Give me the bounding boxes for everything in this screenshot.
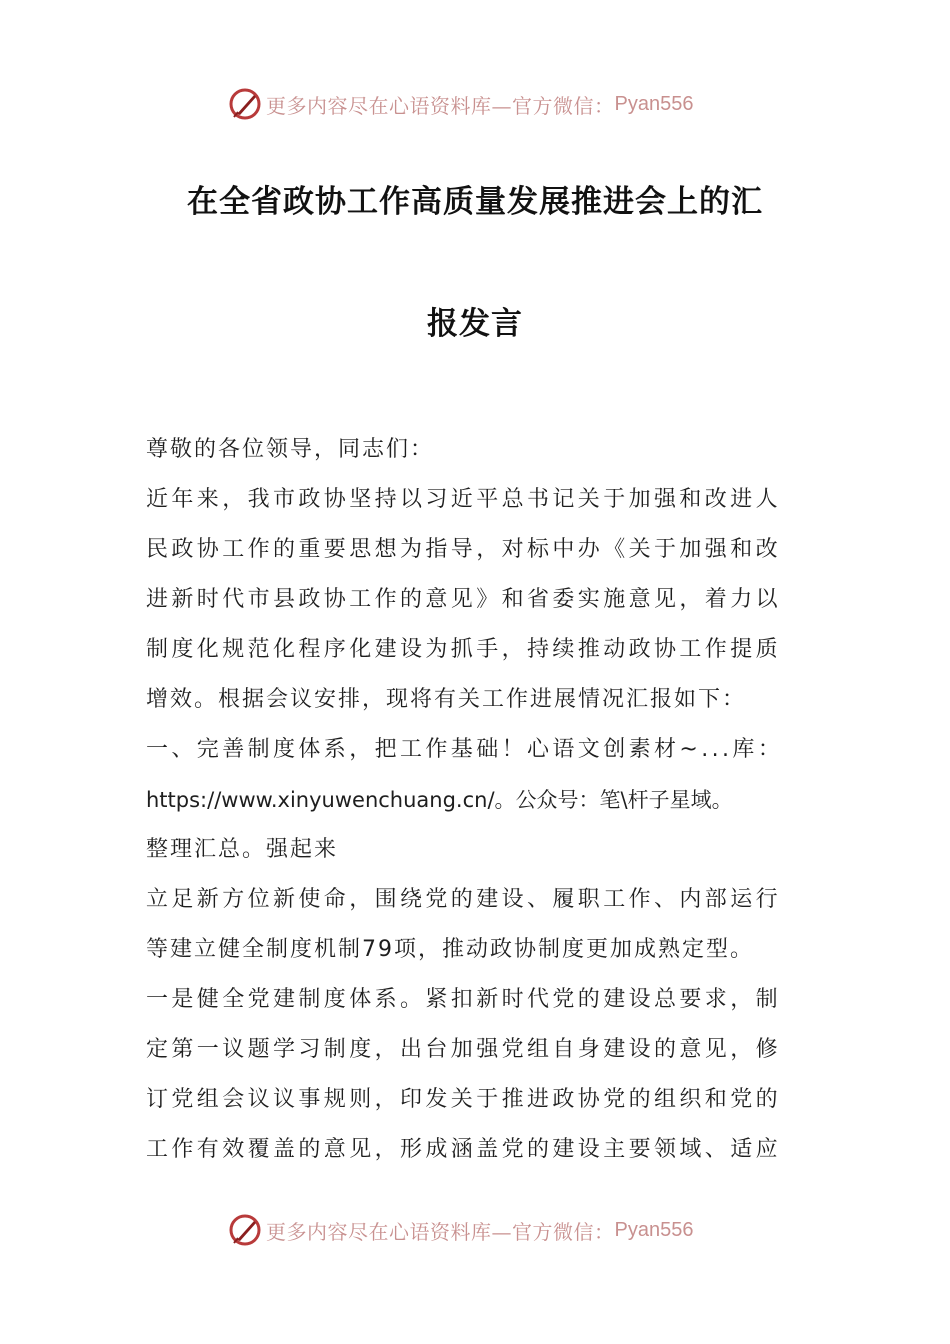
watermark-footer: [228, 1212, 693, 1248]
body-line: 近年来，我市政协坚持以习近平总书记关于加强和改进人: [146, 487, 782, 512]
body-line-url: https://www.xinyuwenchuang.cn/。公众号：笔\杆子星域。: [146, 788, 733, 812]
body-line: 一、完善制度体系，把工作基础！心语文创素材~...库：: [146, 737, 784, 762]
watermark-wechat-id: Pyan556: [614, 92, 694, 115]
body-line: 增效。根据会议安排，现将有关工作进展情况汇报如下：: [146, 687, 747, 712]
body-line: 民政协工作的重要思想为指导，对标中办《关于加强和改: [146, 537, 782, 562]
body-line: 一是健全党建制度体系。紧扣新时代党的建设总要求，制: [146, 987, 782, 1012]
document-title-line-1: 在全省政协工作高质量发展推进会上的汇: [187, 184, 763, 220]
watermark-text: 更多内容尽在心语资料库—官方微信：: [266, 1219, 615, 1244]
body-line: 等建立健全制度机制79项，推动政协制度更加成熟定型。: [146, 937, 754, 962]
document-title-line-2: 报发言: [427, 306, 523, 342]
watermark-text: 更多内容尽在心语资料库—官方微信：: [266, 93, 615, 118]
body-line: 订党组会议议事规则，印发关于推进政协党的组织和党的: [146, 1087, 782, 1112]
body-line: 工作有效覆盖的意见，形成涵盖党的建设主要领域、适应: [146, 1137, 782, 1162]
watermark-header: [228, 86, 693, 122]
body-line: 整理汇总。强起来: [146, 837, 339, 862]
body-line: 定第一议题学习制度，出台加强党组自身建设的意见，修: [146, 1037, 782, 1062]
watermark-wechat-id: Pyan556: [614, 1218, 694, 1241]
body-line: 进新时代市县政协工作的意见》和省委实施意见，着力以: [146, 587, 782, 612]
quill-logo-icon: [228, 87, 262, 121]
quill-logo-icon: [228, 1213, 262, 1247]
body-line: 立足新方位新使命，围绕党的建设、履职工作、内部运行: [146, 887, 782, 912]
document-body: [146, 430, 816, 1180]
body-line: 制度化规范化程序化建设为抓手，持续推动政协工作提质: [146, 637, 782, 662]
body-line: 尊敬的各位领导，同志们：: [146, 437, 435, 462]
